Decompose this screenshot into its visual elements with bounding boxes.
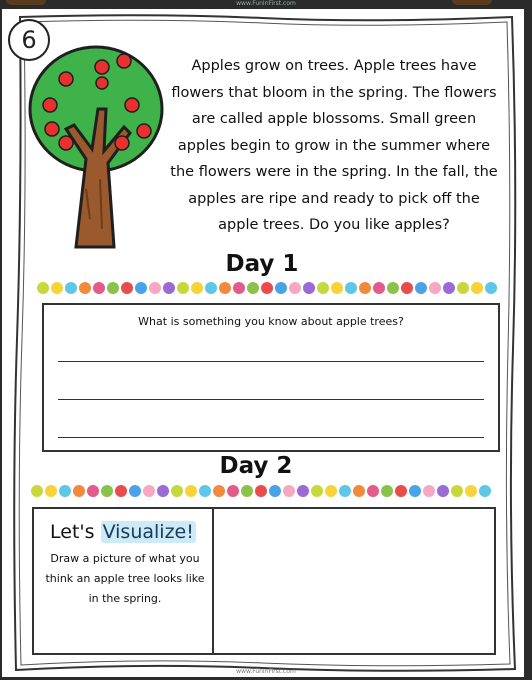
decorative-dot [87,485,99,497]
decorative-dot [233,282,245,294]
decorative-dot [409,485,421,497]
day2-heading: Day 2 [219,453,293,479]
decorative-dot [247,282,259,294]
decorative-dot [157,485,169,497]
decorative-dot [401,282,413,294]
decorative-dot [471,282,483,294]
decorative-dot [339,485,351,497]
intro-paragraph: Apples grow on trees. Apple trees have flowers that bloom in the spring. The flowers are called apple blossoms. Small green apples begin to grow in the summer where the flowers were in the spring. In the fall, the apples are ripe and ready to pick off the apple trees. Do you like apples? [170,58,498,233]
decorative-dot [213,485,225,497]
decorative-dot [37,282,49,294]
visualize-word: Visualize! [102,521,194,543]
decorative-dot [275,282,287,294]
decorative-dot [387,282,399,294]
decorative-dot [317,282,329,294]
decorative-dot [115,485,127,497]
apple-tree-icon [26,39,166,249]
decorative-dot [191,282,203,294]
decorative-dot [479,485,491,497]
day1-heading: Day 1 [225,251,299,277]
decorative-dot [331,282,343,294]
decorative-dot [163,282,175,294]
decorative-dot [177,282,189,294]
decorative-dot [359,282,371,294]
decorative-dot [205,282,217,294]
decorative-dot [311,485,323,497]
decorative-dot [79,282,91,294]
decorative-dot [135,282,147,294]
decorative-dot [395,485,407,497]
decorative-dot [219,282,231,294]
visualize-title [50,521,196,543]
decorative-dot [45,485,57,497]
decorative-dot [415,282,427,294]
decorative-dot [171,485,183,497]
decorative-dot [465,485,477,497]
decorative-dot [65,282,77,294]
decorative-dot [297,485,309,497]
decorative-dot [303,282,315,294]
decorative-dot [437,485,449,497]
decorative-dot [143,485,155,497]
visualize-prefix: Let's [50,521,101,543]
decorative-dot [241,485,253,497]
decorative-dot [261,282,273,294]
decorative-dot [59,485,71,497]
decorative-dot [451,485,463,497]
decorative-dot [373,282,385,294]
decorative-dot [149,282,161,294]
decorative-dot [443,282,455,294]
decorative-dot [101,485,113,497]
writing-line[interactable] [58,437,484,438]
decorative-dot [423,485,435,497]
visualize-instructions: Draw a picture of what you think an apple tree looks like in the spring. [45,552,205,605]
decorative-dot [429,282,441,294]
box-divider [212,509,214,653]
header-url: www.FunInFirst.com [236,0,296,7]
decorative-dot [199,485,211,497]
decorative-dot [289,282,301,294]
decorative-dot [227,485,239,497]
decorative-dot [353,485,365,497]
decorative-dot [283,485,295,497]
right-shadow [524,9,532,680]
decorative-dot [485,282,497,294]
decorative-dot [381,485,393,497]
day1-answer-box [42,303,500,452]
worksheet-page [2,9,524,677]
dot-border-1 [36,280,504,296]
writing-line[interactable] [58,399,484,400]
decorative-dot [31,485,43,497]
decorative-dot [325,485,337,497]
decorative-dot [367,485,379,497]
decorative-dot [93,282,105,294]
decorative-dot [345,282,357,294]
writing-line[interactable] [58,361,484,362]
decorative-dot [457,282,469,294]
decorative-dot [269,485,281,497]
decorative-dot [51,282,63,294]
decorative-dot [129,485,141,497]
dot-border-2 [30,483,498,499]
decorative-dot [185,485,197,497]
decorative-dot [73,485,85,497]
day1-prompt: What is something you know about apple trees? [138,315,404,328]
day2-visualize-box [32,507,496,655]
decorative-dot [107,282,119,294]
page-number-badge: 6 [8,19,50,61]
footer-url: www.FunInFirst.com [236,668,296,675]
decorative-dot [121,282,133,294]
decorative-dot [255,485,267,497]
